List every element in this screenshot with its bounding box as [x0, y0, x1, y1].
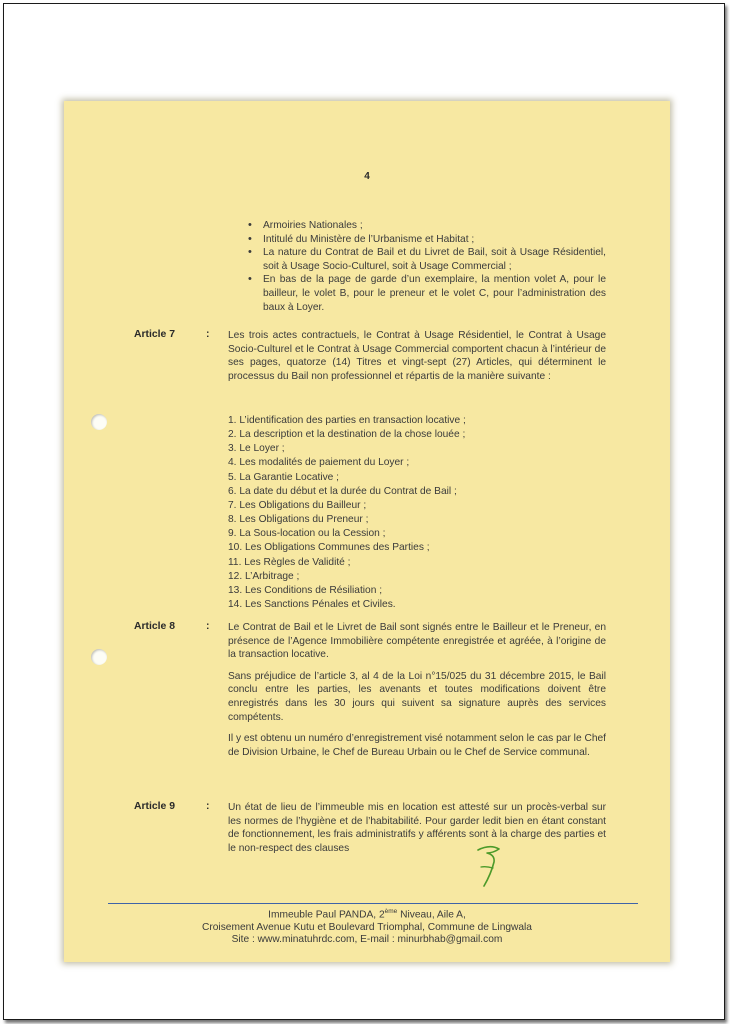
document-page [64, 101, 670, 962]
article-8-text [228, 621, 606, 767]
page-number: 4 [364, 171, 370, 182]
article-7-paragraph: Les trois actes contractuels, le Contrat à Usage Résidentiel, le Contrat à Usage Socio-Culturel et le Contrat à Usage Commercial comportent chacun à l’intérieur de ses pages, quatorze (14) Titres et vingt-sept (27) Articles, qui déterminent le processus du Bail non professionnel et répartis de la manière suivante : [228, 330, 606, 382]
handwritten-initial [472, 844, 508, 888]
list-item: 14. Les Sanctions Pénales et Civiles. [228, 599, 396, 611]
bullet-item: • La nature du Contrat de Bail et du Livret de Bail, soit à Usage Résidentiel, soit à Usage Socio-Culturel, soit à Usage Commercial ; [246, 246, 606, 273]
footer-rule [108, 903, 638, 904]
list-item: 4. Les modalités de paiement du Loyer ; [228, 457, 410, 469]
article-9-label: Article 9 [134, 801, 176, 812]
list-item: 3. Le Loyer ; [228, 443, 285, 455]
article-7-list [228, 414, 466, 612]
article-8-paragraph: Le Contrat de Bail et le Livret de Bail sont signés entre le Bailleur et le Preneur, en présence de l’Agence Immobilière compétente enregistrée et agréée, à l’origine de la transaction locative. [228, 622, 606, 661]
punch-hole-top [91, 414, 107, 430]
article-8-paragraph: Sans préjudice de l’article 3, al 4 de la Loi n°15/025 du 31 décembre 2015, le Bail conclu entre les parties, les avenants et toutes modifications doivent être enregistrés dans les 30 jours qui suivent sa signature auprès des services compétents. [228, 670, 606, 723]
article-9-colon: : [206, 801, 210, 812]
article-7-text [228, 329, 606, 391]
list-item: 5. La Garantie Locative ; [228, 471, 339, 483]
list-item: 6. La date du début et la durée du Contrat de Bail ; [228, 485, 457, 497]
list-item: 13. Les Conditions de Résiliation ; [228, 584, 383, 596]
list-item: 11. Les Règles de Validité ; [228, 556, 351, 568]
footer-contact-line: Site : www.minatuhrdc.com, E-mail : minurbhab@gmail.com [231, 934, 503, 946]
page-footer [64, 906, 670, 947]
list-item: 2. La description et la destination de la chose louée ; [228, 429, 466, 441]
bullet-item: • Armoiries Nationales ; [246, 219, 606, 233]
list-item: 12. L’Arbitrage ; [228, 570, 300, 582]
list-item: 1. L’identification des parties en transaction locative ; [228, 415, 466, 426]
footer-address-line-1 [64, 906, 670, 922]
footer-superscript: ème [384, 908, 398, 915]
list-item: 8. Les Obligations du Preneur ; [228, 514, 369, 526]
article-8-paragraph: Il y est obtenu un numéro d’enregistrement visé notamment selon le cas par le Chef de Division Urbaine, le Chef de Bureau Urbain ou le Chef de Service communal. [228, 733, 606, 758]
bullet-list [246, 219, 606, 314]
bullet-item: • En bas de la page de garde d’un exemplaire, la mention volet A, pour le bailleur, le volet B, pour le preneur et le volet C, pour l’administration des baux à Loyer. [246, 273, 606, 314]
punch-hole-bottom [91, 649, 107, 665]
footer-address-part: Immeuble Paul PANDA, 2 [268, 909, 385, 921]
article-8-colon: : [206, 621, 210, 632]
footer-address-part: Niveau, Aile A, [397, 909, 466, 921]
article-9-paragraph: Un état de lieu de l’immeuble mis en location est attesté sur un procès-verbal sur les normes de l’hygiène et de l’habitabilité. Pour garder ledit bien en étant constant de fonctionnement, les frais administratifs y afférents sont à la charge des parties et le non-respect des clauses [228, 802, 606, 854]
bullet-item: • Intitulé du Ministère de l’Urbanisme et Habitat ; [246, 233, 606, 247]
list-item: 9. La Sous-location ou la Cession ; [228, 528, 386, 540]
article-7-colon: : [206, 329, 210, 340]
footer-address-line-2: Croisement Avenue Kutu et Boulevard Triomphal, Commune de Lingwala [202, 921, 532, 933]
article-7-label: Article 7 [134, 329, 176, 340]
page-frame [3, 3, 725, 1020]
list-item: 10. Les Obligations Communes des Parties ; [228, 542, 430, 554]
list-item: 7. Les Obligations du Bailleur ; [228, 499, 367, 511]
article-8-label: Article 8 [134, 621, 176, 632]
article-9-text [228, 801, 606, 863]
